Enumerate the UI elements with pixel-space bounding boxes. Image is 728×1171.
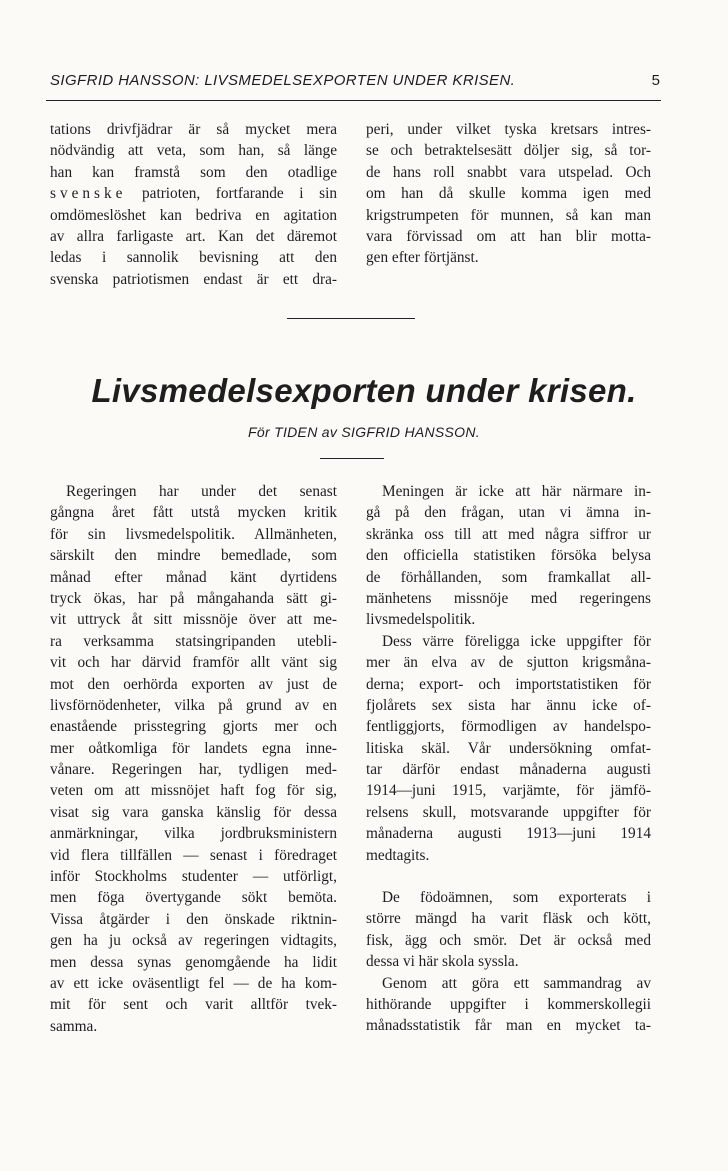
text-line: vånare. Regeringen har, tydligen med- bbox=[50, 761, 337, 779]
text-line: mer än elva av de sjutton krigsmåna- bbox=[366, 654, 651, 672]
text-line: vit och har därvid framför allt vänt sig bbox=[50, 654, 337, 672]
text-line: enastående prisstegring gjorts mer och bbox=[50, 718, 337, 736]
text-line: Dess värre föreligga icke uppgifter för bbox=[382, 632, 651, 650]
text-line: ra verksamma statsingripanden utebli- bbox=[50, 632, 337, 650]
article-left-column bbox=[50, 481, 337, 1037]
text-line: om han då skulle komma igen med bbox=[366, 185, 651, 203]
text-line: Regeringen har under det senast bbox=[66, 483, 337, 500]
text-line: mit för sent och varit alltför tvek- bbox=[50, 996, 337, 1014]
text-line: månaderna augusti 1913—juni 1914 bbox=[366, 825, 651, 843]
text-line: men dessa synas genomgående ha lidit bbox=[50, 953, 337, 971]
text-line: av ett icke oväsentligt fel — de ha kom- bbox=[50, 974, 337, 992]
text-line: de förhållanden, som framkallat all- bbox=[366, 568, 651, 586]
running-head: SIGFRID HANSSON: LIVSMEDELSEXPORTEN UNDER KRISEN. bbox=[50, 72, 516, 89]
text-line: gå på den frågan, utan vi ämna in- bbox=[366, 504, 651, 522]
text-line: inför Stockholms studenter — utförligt, bbox=[50, 868, 337, 886]
text-line: av allra farligaste art. Kan det däremot bbox=[50, 227, 337, 245]
text-line: livsmedelspolitik. bbox=[366, 611, 476, 629]
text-line: större mängd ha varit fläsk och kött, bbox=[366, 910, 651, 928]
text-line: samma. bbox=[50, 1017, 98, 1035]
text-line: De födoämnen, som exporterats i bbox=[382, 889, 651, 907]
article-title: Livsmedelsexporten under krisen. bbox=[91, 372, 637, 409]
emphasized-word: svenske bbox=[50, 185, 127, 203]
text-line: peri, under vilket tyska kretsars intres- bbox=[366, 121, 651, 138]
text-line: han kan framstå som den otadlige bbox=[50, 163, 337, 181]
text-line: vit uttryck åt sitt missnöje över att me- bbox=[50, 611, 337, 629]
text-line: Genom att göra ett sammandrag av bbox=[382, 974, 651, 992]
text-line bbox=[50, 183, 337, 204]
article-byline: För TIDEN av SIGFRID HANSSON. bbox=[248, 424, 480, 440]
title-divider bbox=[320, 458, 384, 459]
text-line: för sin livsmedelspolitik. Allmänheten, bbox=[50, 525, 337, 543]
text-line: månadsstatistik får man en mycket ta- bbox=[366, 1017, 651, 1035]
text-line: se och betraktelsesätt döljer sig, så tor- bbox=[366, 142, 651, 160]
text-line: fisk, ägg och smör. Det är också med bbox=[366, 931, 651, 949]
text-line: anmärkningar, vilka jordbruksministern bbox=[50, 825, 337, 843]
header-rule bbox=[46, 100, 661, 101]
text-line: Vissa åtgärder i den önskade riktnin- bbox=[50, 910, 337, 928]
text-line: litiska skäl. Vår undersökning omfat- bbox=[366, 739, 651, 757]
text-line: livsförnödenheter, vilka på grund av en bbox=[50, 696, 337, 714]
text-line: veten om att missnöjet haft fog för sig, bbox=[50, 782, 337, 800]
text-line: mer oåtkomliga för landets egna inne- bbox=[50, 739, 337, 757]
text-line-rest: patrioten, fortfarande i sin bbox=[142, 185, 337, 203]
text-line: tations drivfjädrar är så mycket mera bbox=[50, 121, 337, 138]
text-line: de hans roll snabbt vara utspelad. Och bbox=[366, 163, 651, 181]
text-line: mänhetens missnöje med regeringens bbox=[366, 589, 651, 607]
text-line: gångna året fått utstå mycken kritik bbox=[50, 504, 337, 522]
text-line: tar därför endast månaderna augusti bbox=[366, 761, 651, 779]
page-number: 5 bbox=[651, 72, 660, 89]
paragraph-gap bbox=[366, 866, 651, 887]
text-line: mot den oerhörda exporten av just de bbox=[50, 675, 337, 693]
article-right-column bbox=[366, 481, 651, 1037]
text-line: ledas i sannolik bevisning att den bbox=[50, 249, 337, 267]
text-line: medtagits. bbox=[366, 846, 430, 864]
text-line: nödvändig att veta, som han, så länge bbox=[50, 142, 337, 160]
text-line: Meningen är icke att här närmare in- bbox=[382, 483, 651, 500]
section-divider bbox=[287, 318, 415, 319]
text-line: fentliggjorts, förmodligen av handelspo- bbox=[366, 718, 651, 736]
text-line: krigstrumpeten för munnen, så kan man bbox=[366, 206, 651, 224]
text-line: gen ha ju också av regeringen vidtagits, bbox=[50, 932, 337, 950]
text-line: derna; export- och importstatistiken för bbox=[366, 675, 651, 693]
text-line: gen efter förtjänst. bbox=[366, 249, 479, 267]
text-line: fjolårets sex sista har ännu icke of- bbox=[366, 696, 651, 714]
text-line: svenska patriotismen endast är ett dra- bbox=[50, 270, 337, 288]
text-line: månad efter månad känt dyrtidens bbox=[50, 568, 337, 586]
text-line: skränka oss till att med några siffror ur bbox=[366, 525, 651, 543]
previous-article-right-column bbox=[366, 119, 651, 269]
text-line: särskilt den mindre bemedlade, som bbox=[50, 547, 337, 565]
text-line: dessa vi här skola syssla. bbox=[366, 953, 519, 971]
text-line: relsens skull, motsvarande uppgifter för bbox=[366, 803, 651, 821]
previous-article-left-column bbox=[50, 119, 337, 290]
text-line: tryck ökas, har på mångahanda sätt gi- bbox=[50, 589, 337, 607]
text-line: visat sig vara ganska känslig för dessa bbox=[50, 803, 337, 821]
text-line: vid flera tillfällen — senast i föredraget bbox=[50, 846, 337, 864]
text-line: hithörande uppgifter i kommerskollegii bbox=[366, 995, 651, 1013]
text-line: 1914—juni 1915, varjämte, för jämfö- bbox=[366, 782, 651, 800]
text-line: den officiella statistiken försöka belysa bbox=[366, 547, 651, 565]
text-line: men föga övertygande sökt bemöta. bbox=[50, 889, 337, 907]
text-line: vara förvissad om att han blir motta- bbox=[366, 227, 651, 245]
page-header bbox=[50, 72, 660, 98]
text-line: omdömeslöshet kan bedriva en agitation bbox=[50, 206, 337, 224]
